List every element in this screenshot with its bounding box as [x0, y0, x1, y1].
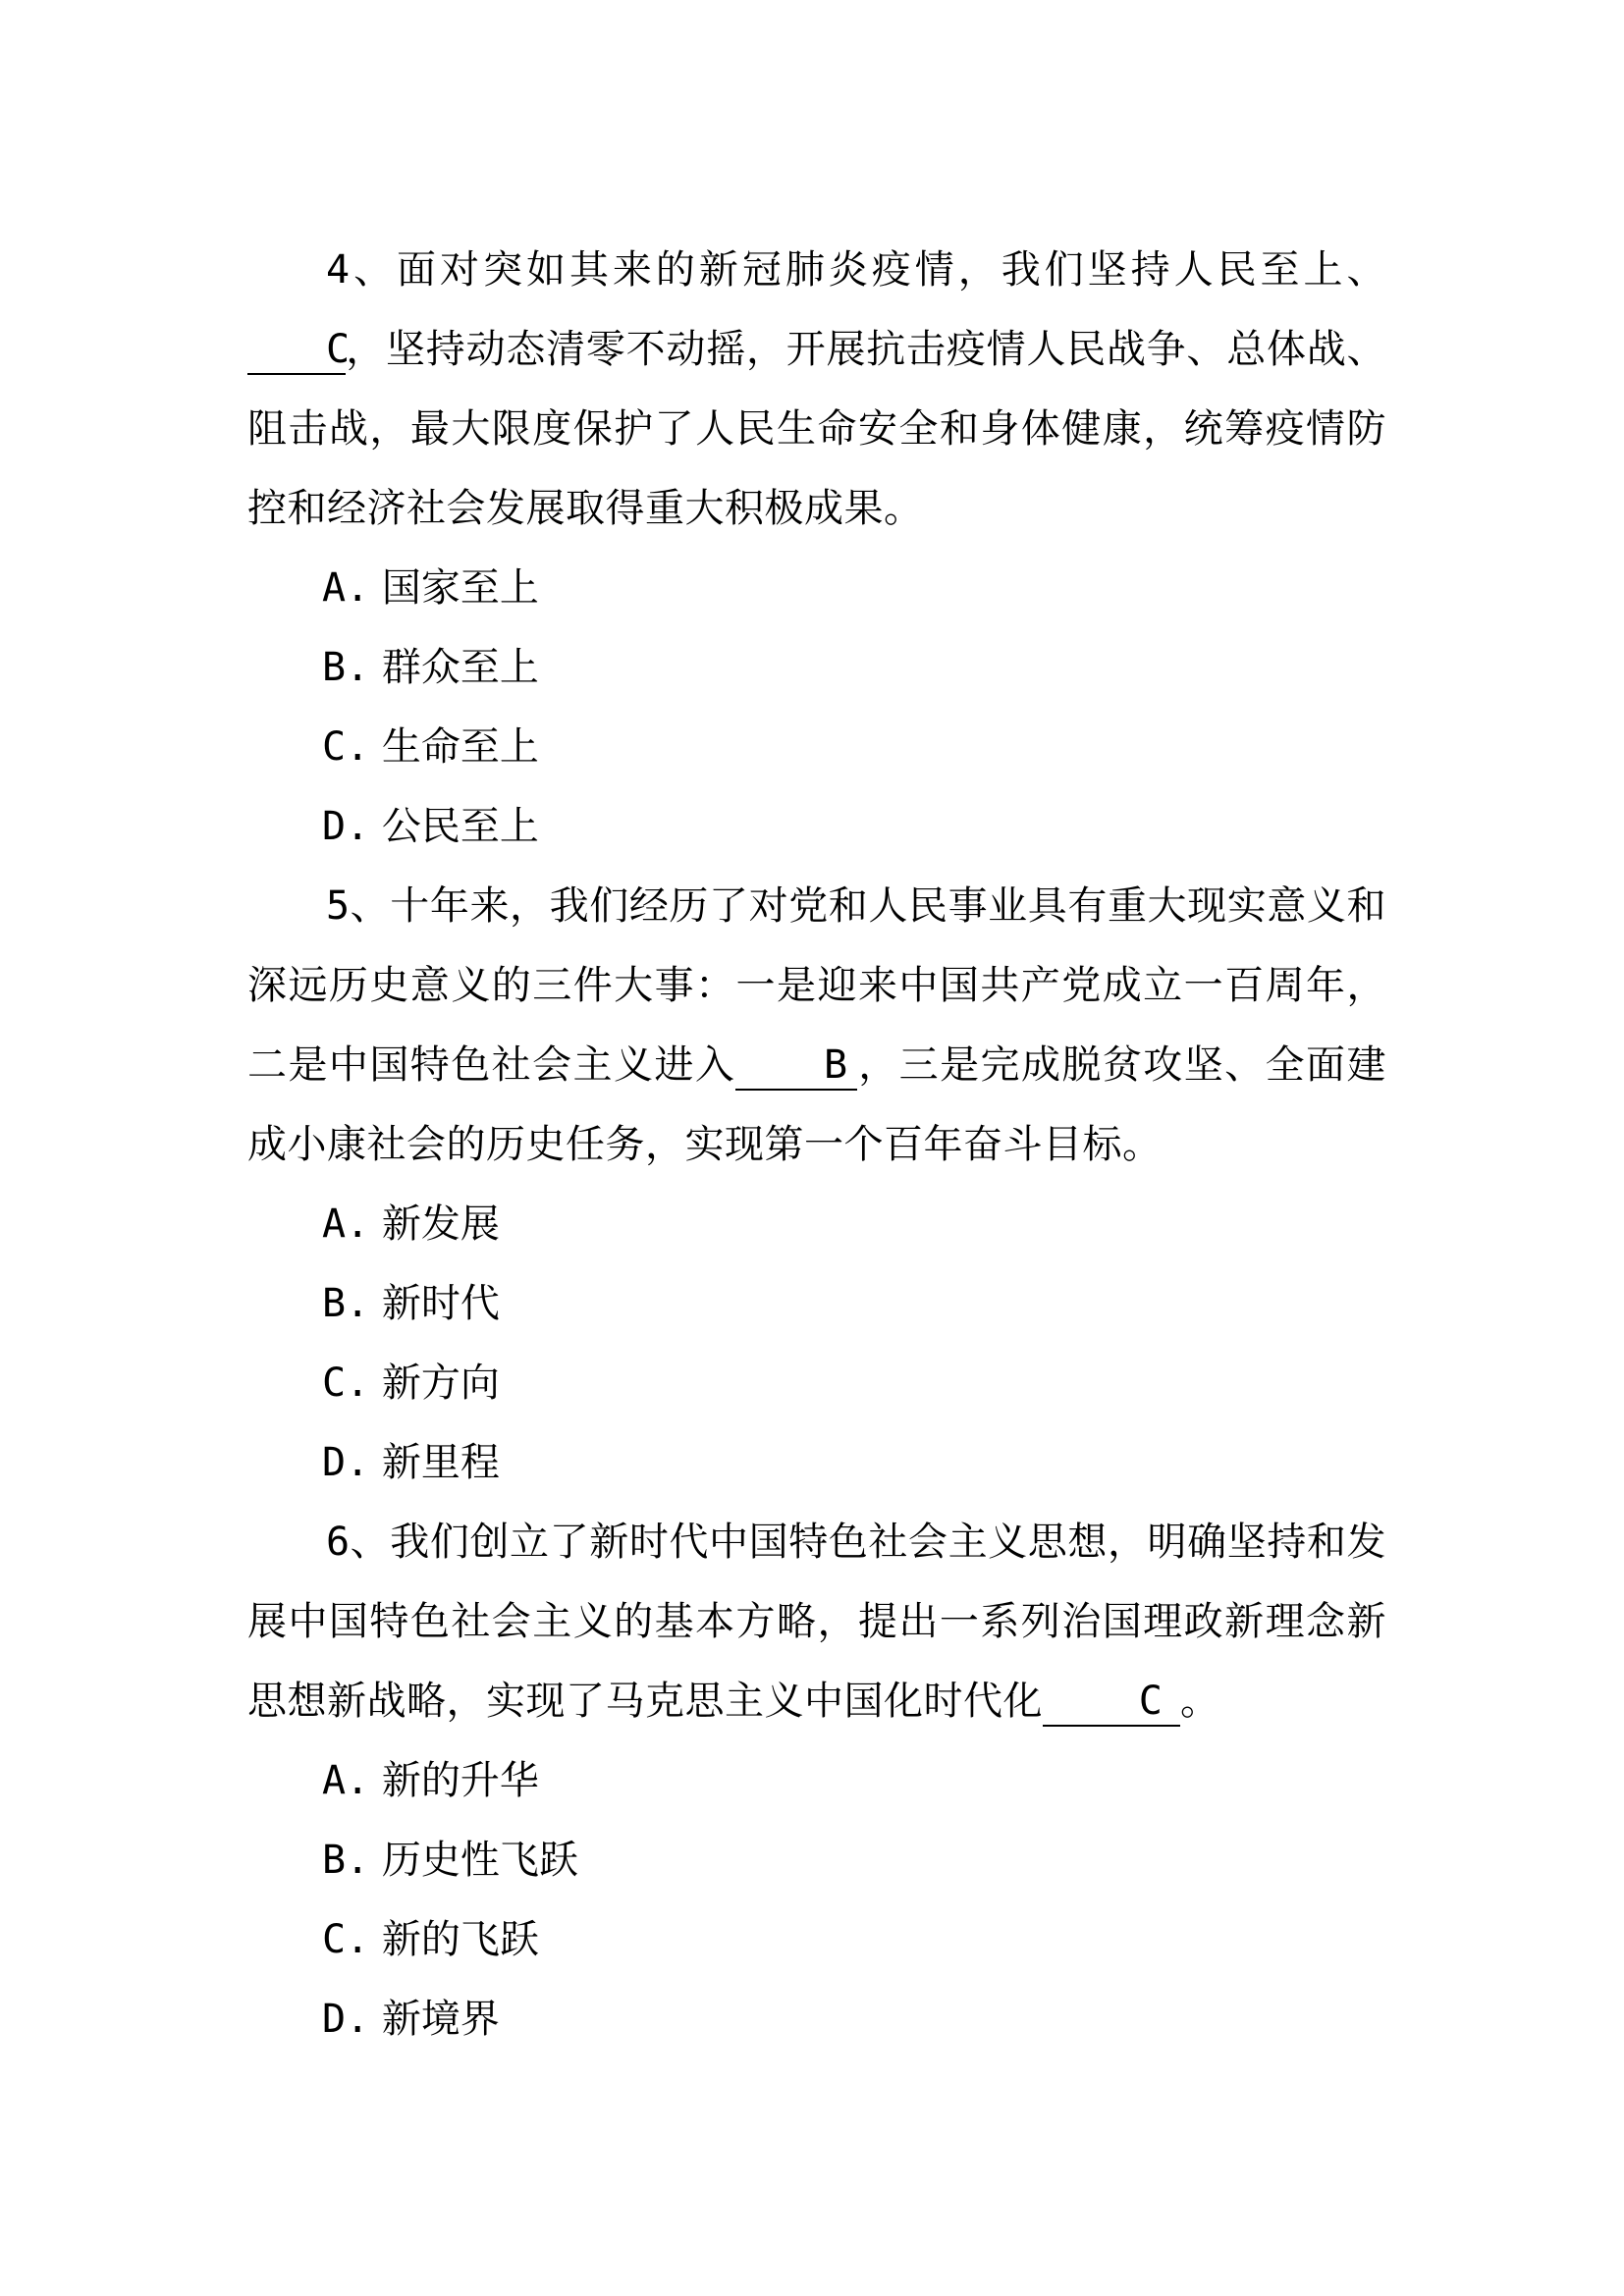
option-letter: A.	[322, 565, 370, 611]
option-text: 新里程	[381, 1440, 500, 1485]
option-a	[247, 549, 1386, 628]
question-number: 6	[326, 1520, 351, 1565]
option-text: 新发展	[381, 1201, 500, 1247]
option-c	[247, 708, 1386, 787]
option-text: 新时代	[381, 1281, 500, 1326]
question-text-after: ，坚持动态清零不动摇，开展抗击疫情人民战争、总体战、阻击战，最大限度保护了人民生命安全和身体健康，统筹疫情防控和经济社会发展取得重大积极成果。	[247, 327, 1386, 531]
option-letter: D.	[322, 1440, 370, 1485]
question-separator: 、	[350, 247, 398, 293]
option-text: 新的升华	[381, 1758, 539, 1803]
option-letter: D.	[322, 1997, 370, 2042]
document-body	[247, 231, 1386, 2059]
option-letter: A.	[322, 1201, 370, 1247]
option-letter: D.	[322, 804, 370, 849]
answer-blank: C	[247, 326, 346, 375]
question-separator: 、	[350, 1520, 391, 1565]
option-d	[247, 1423, 1386, 1503]
option-text: 群众至上	[381, 645, 539, 690]
option-letter: C.	[322, 724, 370, 770]
option-c	[247, 1900, 1386, 1980]
option-letter: B.	[322, 1838, 370, 1883]
option-text: 新的飞跃	[381, 1917, 539, 1962]
option-b	[247, 1264, 1386, 1344]
question-text-before: 十年来，我们经历了对党和人民事业具有重大现实意义和深远历史意义的三件大事：一是迎来中国共产党成立一百周年，二是中国特色社会主义进入	[247, 883, 1387, 1088]
option-a	[247, 1741, 1386, 1821]
option-a	[247, 1185, 1386, 1264]
option-letter: B.	[322, 645, 370, 690]
option-text: 国家至上	[381, 565, 539, 611]
answer-blank: C	[1043, 1678, 1180, 1727]
option-text: 历史性飞跃	[381, 1838, 578, 1883]
option-letter: C.	[322, 1917, 370, 1962]
option-text: 新境界	[381, 1997, 500, 2042]
option-letter: B.	[322, 1281, 370, 1326]
question-text-before: 面对突如其来的新冠肺炎疫情，我们坚持人民至上、	[397, 247, 1387, 293]
question-4	[247, 231, 1386, 549]
option-d	[247, 1980, 1386, 2059]
answer-blank: B	[735, 1041, 857, 1091]
question-5	[247, 867, 1386, 1185]
option-text: 公民至上	[381, 804, 539, 849]
option-text: 生命至上	[381, 724, 539, 770]
option-b	[247, 628, 1386, 708]
option-c	[247, 1344, 1386, 1423]
option-letter: C.	[322, 1361, 370, 1406]
question-text-after: ，三是完成脱贫攻坚、全面建成小康社会的历史任务，实现第一个百年奋斗目标。	[247, 1042, 1387, 1167]
question-text-after: 。	[1180, 1679, 1220, 1724]
question-number: 5	[326, 883, 351, 929]
option-letter: A.	[322, 1758, 370, 1803]
option-d	[247, 787, 1386, 867]
question-6	[247, 1503, 1386, 1741]
question-number: 4	[326, 247, 351, 293]
question-separator: 、	[350, 883, 391, 929]
option-b	[247, 1821, 1386, 1900]
option-text: 新方向	[381, 1361, 500, 1406]
question-text-before: 我们创立了新时代中国特色社会主义思想，明确坚持和发展中国特色社会主义的基本方略，提出一系列治国理政新理念新思想新战略，实现了马克思主义中国化时代化	[247, 1520, 1387, 1724]
